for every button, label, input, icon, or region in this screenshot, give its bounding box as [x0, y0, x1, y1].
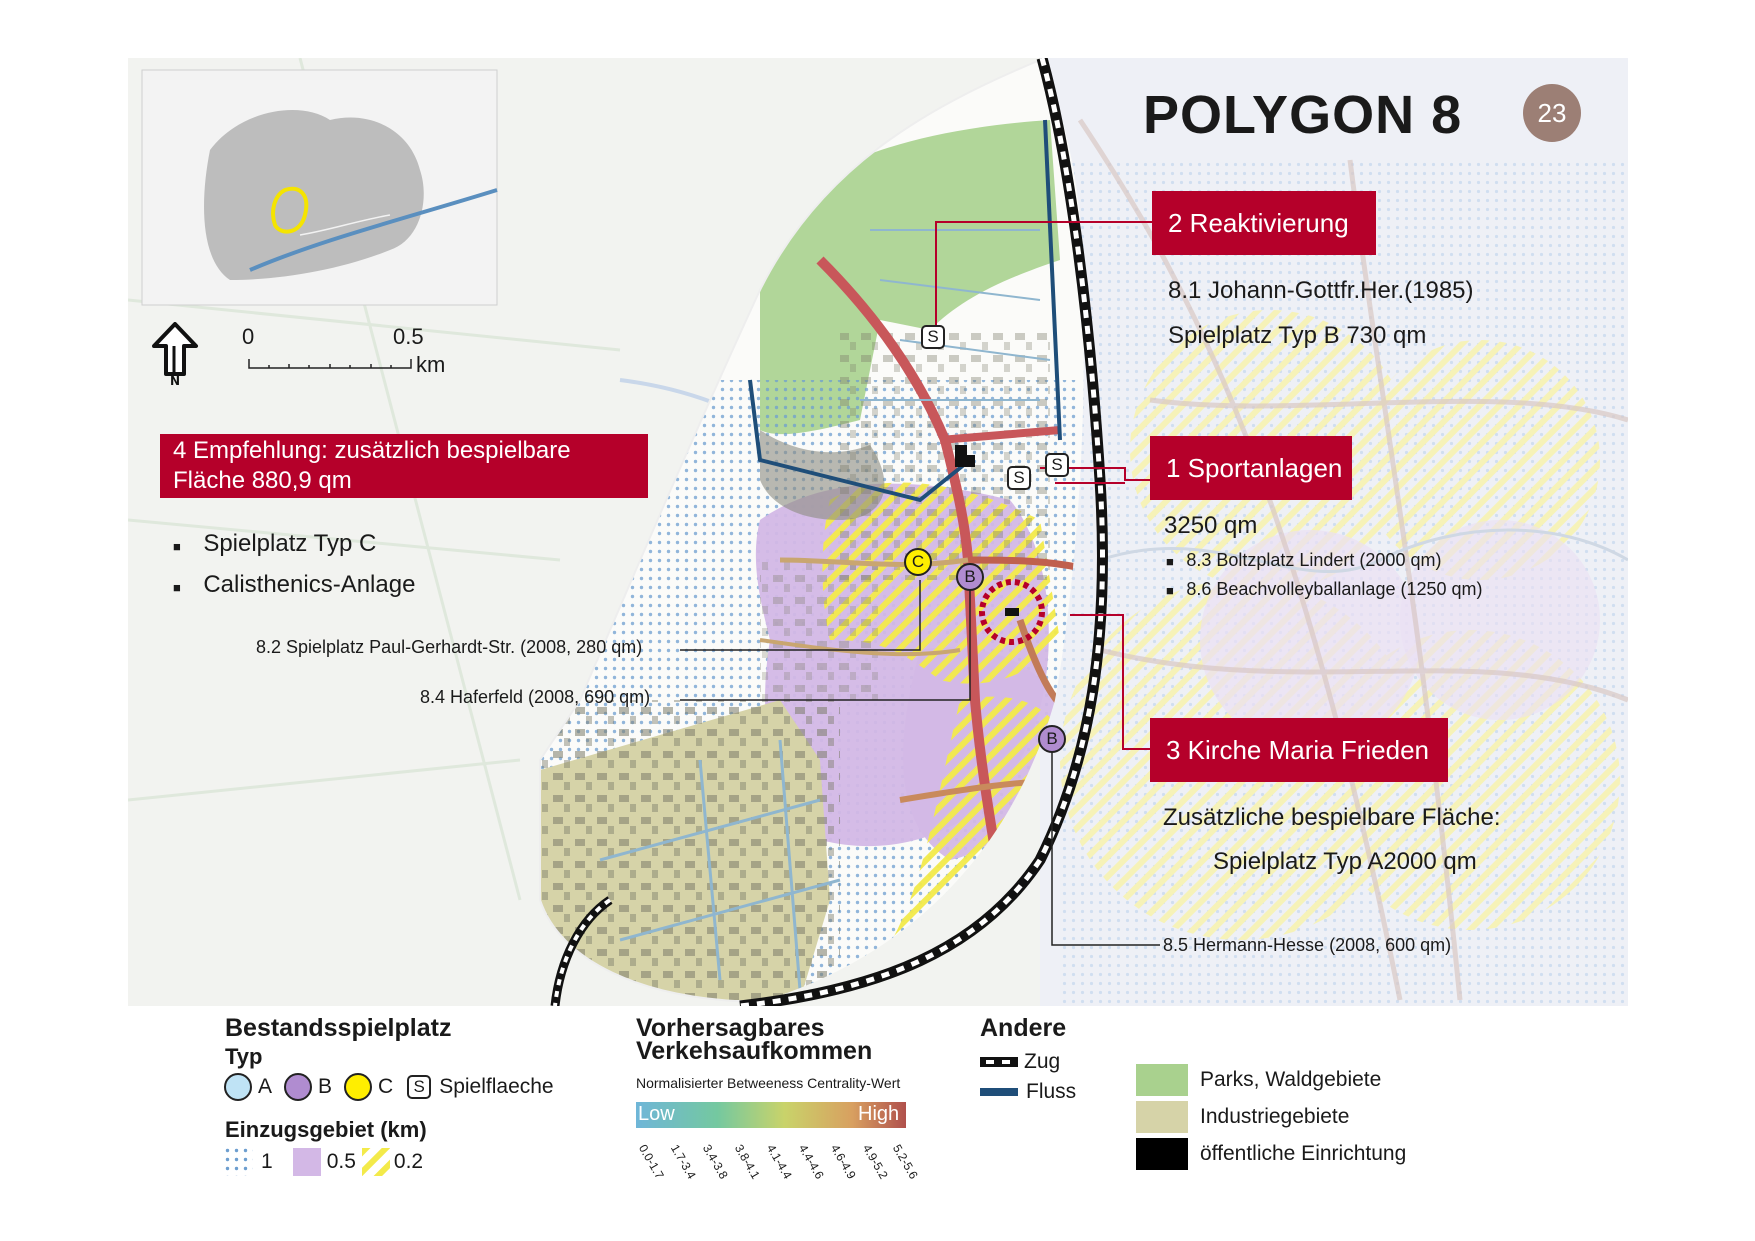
- legend-bestand-title: Bestandsspielplatz: [225, 1014, 452, 1042]
- box2-detail-2: Spielplatz Typ B 730 qm: [1168, 322, 1427, 349]
- legend-einzug-row: 1 0.5 0.2: [225, 1148, 423, 1176]
- type-c-circle-icon: [344, 1073, 372, 1101]
- bullet-icon: ■: [173, 580, 181, 595]
- legend-einzug-title: Einzugsgebiet (km): [225, 1117, 427, 1142]
- industry-swatch: [1136, 1101, 1188, 1133]
- einzug-05km-swatch: [293, 1148, 321, 1176]
- spielflaeche-icon: S: [407, 1075, 431, 1099]
- bullet-icon: ■: [1166, 583, 1174, 598]
- gradient-tick: 3.8-4.1: [731, 1142, 763, 1182]
- box4-line-2: Fläche 880,9 qm: [173, 467, 352, 494]
- einzug-02km-swatch: [362, 1148, 390, 1176]
- gradient-tick: 4.4-4.6: [795, 1142, 827, 1182]
- box2-detail-1: 8.1 Johann-Gottfr.Her.(1985): [1168, 277, 1474, 304]
- railway-icon: [980, 1055, 1018, 1069]
- scale-half: 0.5: [393, 324, 424, 349]
- gradient-high-label: High: [858, 1103, 900, 1125]
- legend-verkehr-subtitle: Normalisierter Betweeness Centrality-Wert: [636, 1075, 901, 1091]
- gradient-tick: 4.9-5.2: [859, 1142, 891, 1182]
- callout-8-4: 8.4 Haferfeld (2008, 690 qm): [420, 687, 651, 707]
- type-b-circle-icon: [284, 1073, 312, 1101]
- bullet-icon: ■: [173, 539, 181, 554]
- box3-detail-1: Zusätzliche bespielbare Fläche:: [1163, 804, 1501, 831]
- gradient-tick: 0.0-1.7: [635, 1142, 667, 1182]
- gradient-tick: 5.2-5.6: [889, 1142, 921, 1182]
- legend-fluss-row: Fluss: [980, 1080, 1076, 1104]
- legend-zug-row: Zug: [980, 1050, 1060, 1074]
- box-reaktivierung: 2 Reaktivierung: [1152, 191, 1376, 255]
- type-a-circle-icon: [224, 1073, 252, 1101]
- einzug-1km-swatch: [225, 1148, 253, 1176]
- box1-item-1: ■ 8.3 Boltzplatz Lindert (2000 qm): [1166, 550, 1442, 570]
- gradient-tick-labels: [636, 1134, 926, 1194]
- scale-bar: [248, 356, 412, 366]
- gradient-tick: 1.7-3.4: [667, 1142, 699, 1182]
- callout-8-2: 8.2 Spielplatz Paul-Gerhardt-Str. (2008, 280 qm): [256, 637, 643, 657]
- legend-oeffentlich-row: öffentliche Einrichtung: [1136, 1138, 1406, 1170]
- page-title: POLYGON 8: [1143, 85, 1463, 145]
- legend-verkehr-title-2: Verkehsaufkommen: [636, 1037, 873, 1065]
- playground-b-marker: B: [1038, 725, 1066, 753]
- legend-parks-row: Parks, Waldgebiete: [1136, 1064, 1381, 1096]
- box3-detail-2: Spielplatz Typ A2000 qm: [1213, 848, 1477, 875]
- legend-andere-title: Andere: [980, 1014, 1067, 1042]
- north-arrow-icon: [150, 322, 200, 386]
- box-empfehlung: [160, 434, 648, 498]
- box4-item-2: ■ Calisthenics-Anlage: [173, 571, 416, 598]
- box-sportanlagen: 1 Sportanlagen: [1150, 436, 1352, 500]
- scale-unit: km: [416, 352, 446, 377]
- spielflaeche-marker: S: [1045, 453, 1069, 477]
- gradient-tick: 4.6-4.9: [827, 1142, 859, 1182]
- legend-verkehr-title-1: Vorhersagbares: [636, 1014, 825, 1042]
- callout-8-5: 8.5 Hermann-Hesse (2008, 600 qm): [1163, 935, 1452, 955]
- gradient-tick: 3.4-3.8: [699, 1142, 731, 1182]
- gradient-low-label: Low: [638, 1103, 675, 1125]
- box4-item-1: ■ Spielplatz Typ C: [173, 530, 377, 557]
- page-number-badge: 23: [1523, 84, 1581, 142]
- public-facility-swatch: [1136, 1138, 1188, 1170]
- svg-text:N: N: [169, 374, 181, 386]
- gradient-tick: 4.1-4.4: [763, 1142, 795, 1182]
- spielflaeche-marker: S: [1007, 466, 1031, 490]
- spielflaeche-marker: S: [921, 325, 945, 349]
- parks-swatch: [1136, 1064, 1188, 1096]
- playground-c-marker: C: [904, 548, 932, 576]
- box1-item-2: ■ 8.6 Beachvolleyballanlage (1250 qm): [1166, 579, 1483, 599]
- legend-industrie-row: Industriegebiete: [1136, 1101, 1349, 1133]
- box1-area: 3250 qm: [1164, 512, 1258, 539]
- legend-typ-label: Typ: [225, 1044, 263, 1069]
- playground-b-marker: B: [956, 563, 984, 591]
- bullet-icon: ■: [1166, 554, 1174, 569]
- box-kirche-maria-frieden: 3 Kirche Maria Frieden: [1150, 718, 1448, 782]
- scale-zero: 0: [242, 324, 255, 349]
- inset-map: [142, 70, 497, 305]
- box4-line-1: 4 Empfehlung: zusätzlich bespielbare: [173, 437, 571, 464]
- legend-typ-row: A B C S Spielflaeche: [224, 1073, 554, 1101]
- river-line-icon: [980, 1088, 1018, 1096]
